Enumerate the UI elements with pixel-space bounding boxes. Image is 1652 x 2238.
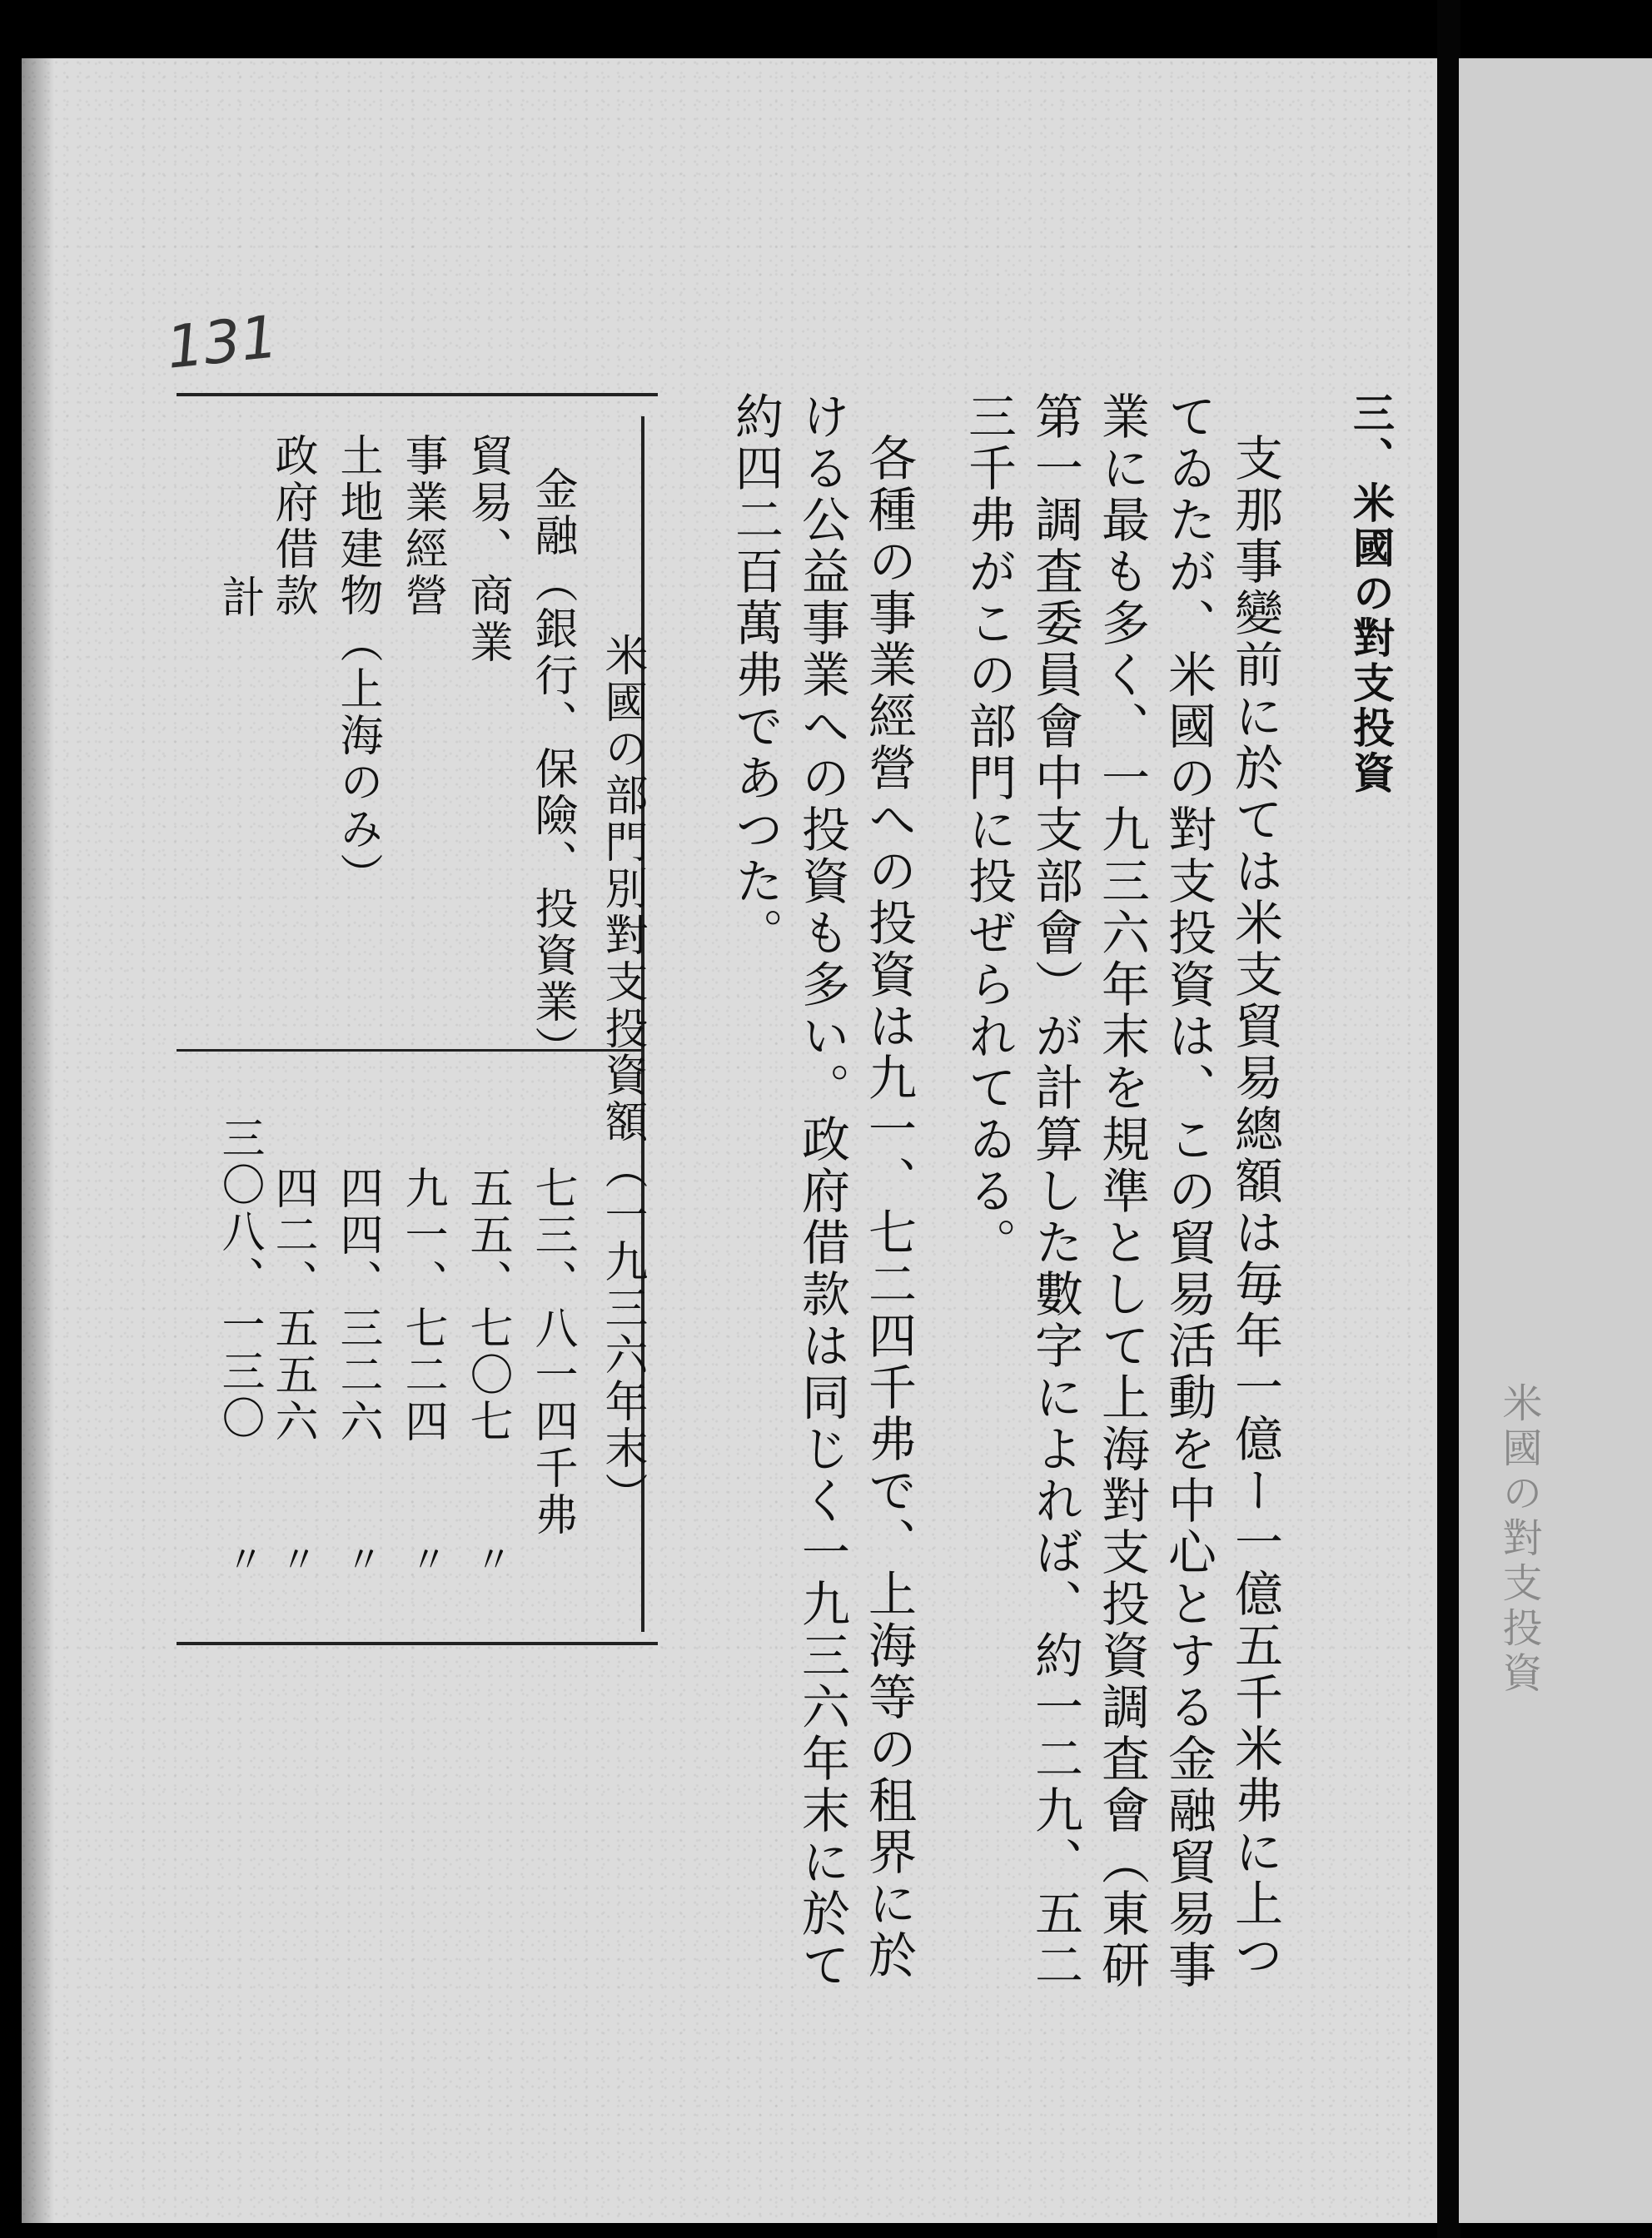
table-row-label: 計 [214, 574, 264, 621]
table-title: 米國の部門別對支投資額（一九三六年末） [597, 633, 647, 1519]
page-edge-shadow [22, 58, 55, 2223]
table-row-value: 七三、八一四千弗 [527, 1166, 577, 1539]
paragraph-column-7: ける公益事業への投資も多い。政府借款は同じく一九三六年末に於て [794, 391, 850, 1992]
table-row-label: 金融（銀行、保險、投資業） [527, 466, 577, 1072]
ditto-mark: 〃 [469, 1540, 511, 1580]
paragraph-column-1: 支那事變前に於ては米支貿易總額は毎年一億ー一億五千米弗に上つ [1227, 433, 1283, 1982]
table-row-label: 事業經營 [397, 433, 447, 619]
table-row-value: 四二、五五六 [267, 1166, 317, 1445]
table-row-value: 三〇八、一三〇 [214, 1116, 264, 1442]
ditto-mark: 〃 [339, 1540, 381, 1580]
paragraph-column-4: 第一調査委員會中支部會）が計算した數字によれば、約一二九、五二 [1027, 391, 1083, 1992]
paragraph-column-5: 三千弗がこの部門に投ぜられてゐる。 [960, 391, 1017, 1269]
page-marking: 131 [163, 302, 281, 382]
ditto-mark: 〃 [404, 1540, 446, 1580]
table-row-value: 四四、三二六 [332, 1166, 382, 1445]
adjacent-page-text: 米國の對支投資 [1495, 1382, 1542, 1697]
section-heading: 三、米國の對支投資 [1346, 391, 1396, 796]
table-row-label: 貿易、商業 [462, 433, 512, 666]
paragraph-column-2: てゐたが、米國の對支投資は、この貿易活動を中心とする金融貿易事 [1160, 391, 1217, 1992]
table-row-value: 五五、七〇七 [462, 1166, 512, 1445]
ditto-mark: 〃 [221, 1540, 263, 1580]
adjacent-page [1459, 58, 1652, 2223]
table-row-label: 土地建物（上海のみ） [332, 433, 382, 899]
paragraph-column-3: 業に最も多く、一九三六年末を規準として上海對支投資調査會（東研 [1093, 391, 1150, 1992]
book-spine [1437, 0, 1460, 2238]
paragraph-column-6: 各種の事業經營への投資は九一、七二四千弗で、上海等の租界に於 [860, 433, 917, 1982]
ditto-mark: 〃 [274, 1540, 316, 1580]
table-row-label: 政府借款 [267, 433, 317, 619]
table-row-value: 九一、七二四 [397, 1166, 447, 1445]
paragraph-column-8: 約四二百萬弗であつた。 [727, 391, 784, 959]
